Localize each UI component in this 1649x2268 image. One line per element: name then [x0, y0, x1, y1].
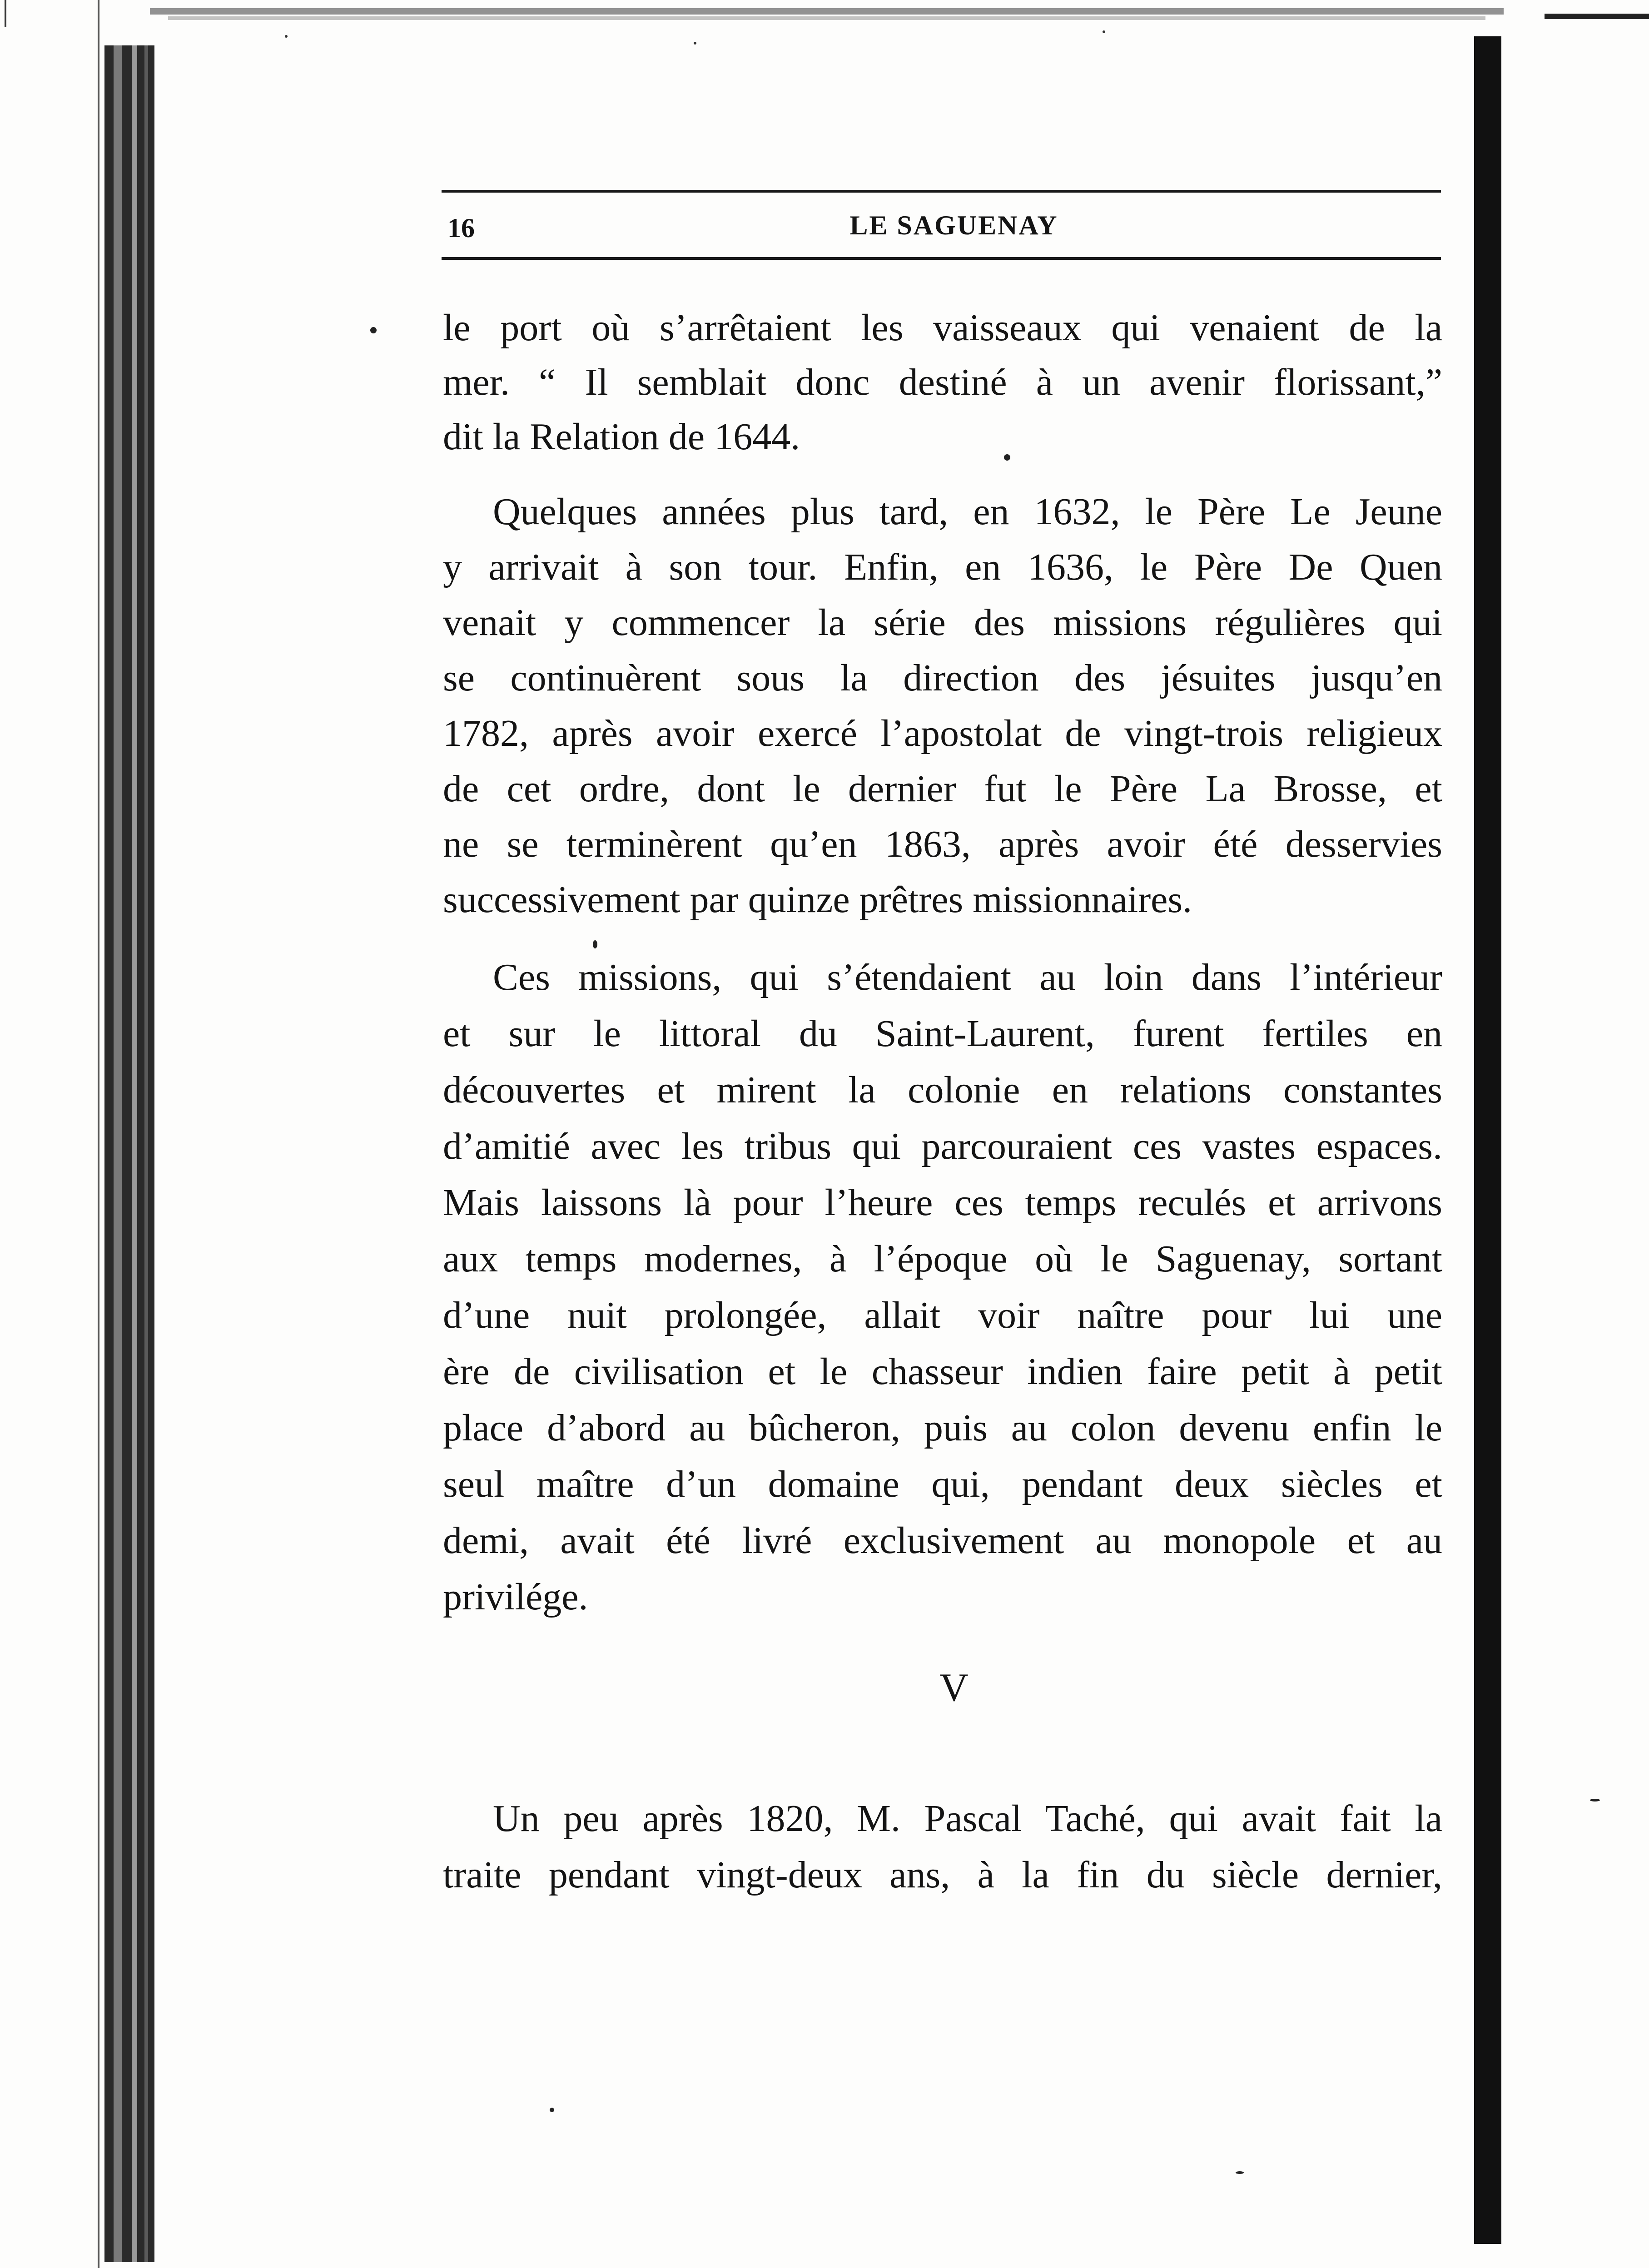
text-line: Un peu après 1820, M. Pascal Taché, qui avait fait la	[493, 1797, 1442, 1840]
text-line: Quelques années plus tard, en 1632, le Père Le Jeune	[493, 491, 1442, 533]
text-line: d’amitié avec les tribus qui parcouraient ces vastes espaces.	[443, 1125, 1442, 1167]
page-number: 16	[447, 213, 475, 243]
text-line: traite pendant vingt-deux ans, à la fin du siècle dernier,	[443, 1854, 1442, 1896]
text-line: et sur le littoral du Saint-Laurent, furent fertiles en	[443, 1012, 1442, 1055]
text-line: aux temps modernes, à l’époque où le Saguenay, sortant	[443, 1238, 1442, 1280]
text-line: place d’abord au bûcheron, puis au colon devenu enfin le	[443, 1407, 1442, 1449]
text-line: se continuèrent sous la direction des jésuites jusqu’en	[443, 657, 1442, 699]
scan-speck	[370, 327, 377, 333]
text-line: de cet ordre, dont le dernier fut le Père La Brosse, et	[443, 768, 1442, 810]
text-line: le port où s’arrêtaient les vaisseaux qui venaient de la	[443, 307, 1442, 349]
scan-speck	[593, 940, 597, 948]
text-line: Mais laissons là pour l’heure ces temps reculés et arrivons	[443, 1181, 1442, 1224]
text-line: privilége.	[443, 1576, 588, 1618]
text-line: 1782, après avoir exercé l’apostolat de vingt-trois religieux	[443, 712, 1442, 754]
text-line: successivement par quinze prêtres missionnaires.	[443, 878, 1192, 921]
scan-speck	[1004, 454, 1010, 461]
text-line: d’une nuit prolongée, allait voir naître pour lui une	[443, 1294, 1442, 1336]
text-line: seul maître d’un domaine qui, pendant deux siècles et	[443, 1463, 1442, 1505]
text-line: dit la Relation de 1644.	[443, 416, 800, 458]
scan-speck	[1590, 1799, 1600, 1801]
scan-speck	[1236, 2171, 1244, 2174]
corner-artifact	[1545, 14, 1649, 19]
text-line: y arrivait à son tour. Enfin, en 1636, le Père De Quen	[443, 546, 1442, 588]
top-edge-noise	[150, 0, 1504, 50]
text-line: venait y commencer la série des missions régulières qui	[443, 601, 1442, 644]
text-line: Ces missions, qui s’étendaient au loin dans l’intérieur	[493, 956, 1442, 998]
text-line: ère de civilisation et le chasseur indien faire petit à petit	[443, 1350, 1442, 1393]
text-line: mer. “ Il semblait donc destiné à un avenir florissant,”	[443, 361, 1442, 403]
header-rule-bottom	[442, 257, 1441, 260]
running-title: LE SAGUENAY	[849, 210, 1058, 240]
right-edge-artifact	[1474, 36, 1501, 2244]
section-numeral: V	[939, 1666, 969, 1710]
header-rule-top	[442, 190, 1441, 193]
text-line: ne se terminèrent qu’en 1863, après avoir été desservies	[443, 823, 1442, 865]
text-line: découvertes et mirent la colonie en relations constantes	[443, 1069, 1442, 1111]
binding-edge-artifact	[0, 0, 173, 2268]
scan-speck	[550, 2108, 554, 2112]
text-line: demi, avait été livré exclusivement au monopole et au	[443, 1519, 1442, 1562]
